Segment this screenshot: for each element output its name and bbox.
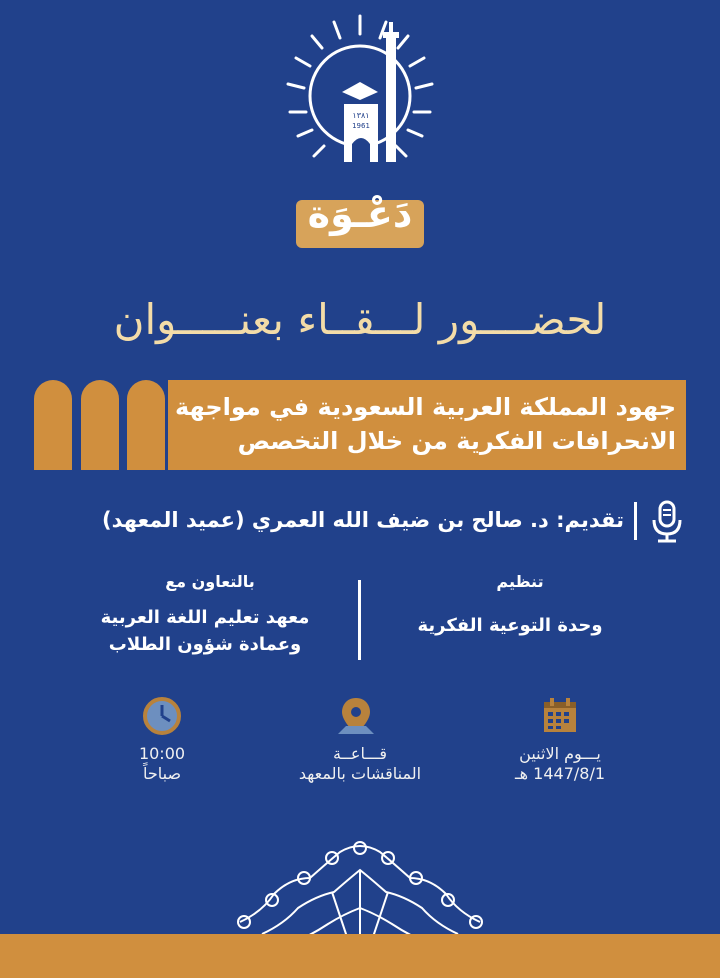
location-pin-icon	[334, 694, 378, 738]
invitation-label: دَعْـوَة	[307, 192, 413, 236]
microphone-icon	[650, 500, 684, 544]
place-text	[260, 744, 460, 784]
time-period: صباحاً	[142, 764, 182, 783]
svg-text:١٣٨١: ١٣٨١	[352, 111, 370, 120]
clock-icon	[140, 694, 184, 738]
decorative-stripe	[127, 380, 165, 470]
date-text	[480, 744, 640, 784]
cooperation-value	[80, 604, 330, 658]
cooperation-line-1: معهد تعليم اللغة العربية	[100, 607, 310, 628]
calendar-icon	[538, 694, 582, 738]
decorative-stripe	[34, 380, 72, 470]
place-hall: قـــاعــة	[332, 744, 388, 763]
svg-text:1961: 1961	[352, 122, 370, 130]
decorative-ornament	[232, 838, 488, 948]
presenter-text: تقديم: د. صالح بن ضيف الله العمري (عميد المعهد)	[101, 508, 624, 532]
lecture-title-line-1: جهود المملكة العربية السعودية في مواجهة	[174, 393, 676, 421]
date-value: 1447/8/1 هـ	[514, 764, 606, 783]
organizer-divider	[358, 580, 361, 660]
cooperation-label: بالتعاون مع	[165, 572, 255, 591]
place-name: المناقشات بالمعهد	[298, 764, 422, 783]
date-day: يـــوم الاثنين	[519, 744, 601, 763]
presenter-divider	[634, 502, 637, 540]
time-value: 10:00	[138, 744, 186, 763]
footer-bar	[0, 934, 720, 978]
time-text	[100, 744, 224, 784]
page-heading: لحضــــور لـــقــاء بعنـــــوان	[113, 295, 607, 344]
university-seal-logo	[282, 12, 438, 172]
decorative-stripe	[81, 380, 119, 470]
organizer-label: تنظيم	[496, 572, 544, 591]
organizer-value: وحدة التوعية الفكرية	[417, 615, 603, 636]
lecture-title-line-2: الانحرافات الفكرية من خلال التخصص	[237, 427, 676, 455]
cooperation-line-2: وعمادة شؤون الطلاب	[108, 634, 302, 655]
lecture-title	[170, 390, 676, 458]
